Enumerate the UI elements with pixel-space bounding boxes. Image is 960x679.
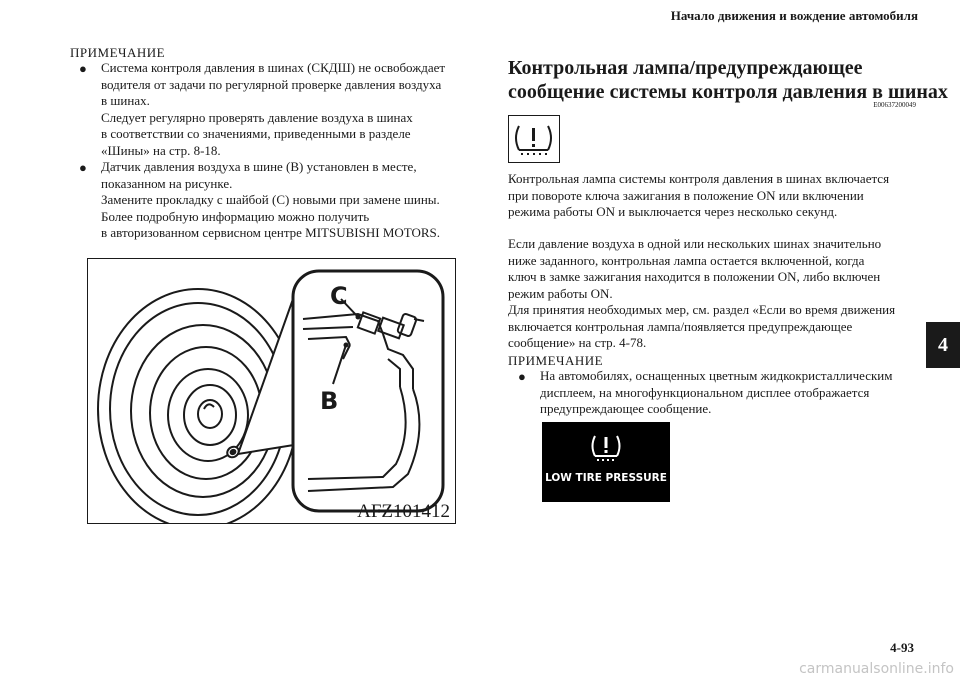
warning-lamp-box bbox=[508, 115, 560, 163]
right-note-heading: ПРИМЕЧАНИЕ bbox=[508, 353, 604, 368]
watermark: carmanualsonline.info bbox=[799, 661, 954, 677]
section-code: E00637200049 bbox=[873, 101, 916, 109]
low-tire-pressure-display bbox=[542, 422, 670, 502]
tire-pressure-warning-icon bbox=[542, 422, 670, 468]
text-line: Датчик давления воздуха в шине (B) установлен в месте, bbox=[101, 159, 417, 174]
figure-code: AFZ101412 bbox=[357, 501, 450, 522]
text-line: ключ в замке зажигания находится в положении ON, либо включен bbox=[508, 269, 881, 284]
callout-label-b: B bbox=[320, 387, 339, 415]
text-line: показанном на рисунке. bbox=[101, 175, 233, 191]
text-line: На автомобилях, оснащенных цветным жидкокристаллическим bbox=[540, 368, 893, 383]
text-line: Система контроля давления в шинах (СКДШ) не освобождает bbox=[101, 60, 446, 75]
text-line: Замените прокладку с шайбой (C) новыми при замене шины. bbox=[101, 192, 440, 207]
text-line: Следует регулярно проверять давление воздуха в шинах bbox=[101, 109, 413, 125]
text-line: Контрольная лампа системы контроля давления в шинах включается bbox=[508, 171, 890, 186]
title-line: Контрольная лампа/предупреждающее bbox=[508, 57, 863, 79]
left-note-heading: ПРИМЕЧАНИЕ bbox=[70, 45, 166, 60]
text-line: в шинах. bbox=[101, 93, 150, 108]
callout-label-c: C bbox=[330, 282, 348, 310]
text-line: «Шины» на стр. 8-18. bbox=[101, 142, 221, 158]
lamp-description bbox=[508, 171, 889, 221]
left-note-list bbox=[79, 60, 479, 242]
running-header: Начало движения и вождение автомобиля bbox=[670, 8, 918, 23]
text-line: Если давление воздуха в одной или нескольких шинах значительно bbox=[508, 236, 882, 251]
text-line: в авторизованном сервисном центре MITSUBISHI MOTORS. bbox=[101, 225, 441, 240]
text-line: Более подробную информацию можно получить bbox=[101, 208, 370, 224]
tire-sensor-figure bbox=[87, 258, 456, 524]
section-title bbox=[508, 56, 948, 104]
note-bullet bbox=[79, 159, 479, 242]
chapter-tab: 4 bbox=[926, 322, 960, 368]
bullet-icon: ● bbox=[79, 61, 87, 76]
note-bullet bbox=[79, 60, 479, 159]
right-note-list bbox=[518, 368, 892, 418]
text-line: в соответствии со значениями, приведенными в разделе bbox=[101, 126, 411, 141]
note-bullet bbox=[518, 368, 892, 418]
tire-pressure-warning-icon bbox=[509, 116, 558, 161]
text-line: режим работы ON. bbox=[508, 285, 613, 301]
text-line: режима работы ON и выключается через несколько секунд. bbox=[508, 204, 838, 219]
title-line: сообщение системы контроля давления в шинах bbox=[508, 81, 948, 103]
text-line: Для принятия необходимых мер, см. раздел «Если во время движения bbox=[508, 302, 896, 317]
page-number: 4-93 bbox=[890, 640, 914, 655]
tire-sensor-illustration bbox=[88, 259, 455, 523]
display-message: LOW TIRE PRESSURE bbox=[545, 472, 667, 484]
text-line: предупреждающее сообщение. bbox=[540, 401, 712, 416]
text-line: дисплеем, на многофункциональном дисплее отображается bbox=[540, 384, 870, 400]
low-pressure-description bbox=[508, 236, 895, 352]
text-line: при повороте ключа зажигания в положение ON или включении bbox=[508, 187, 864, 203]
text-line: сообщение» на стр. 4-78. bbox=[508, 335, 647, 350]
bullet-icon: ● bbox=[518, 369, 526, 384]
bullet-icon: ● bbox=[79, 160, 87, 175]
text-line: водителя от задачи по регулярной проверке давления воздуха bbox=[101, 76, 442, 92]
text-line: включается контрольная лампа/появляется предупреждающее bbox=[508, 318, 853, 334]
text-line: ниже заданного, контрольная лампа остается включенной, когда bbox=[508, 252, 865, 268]
